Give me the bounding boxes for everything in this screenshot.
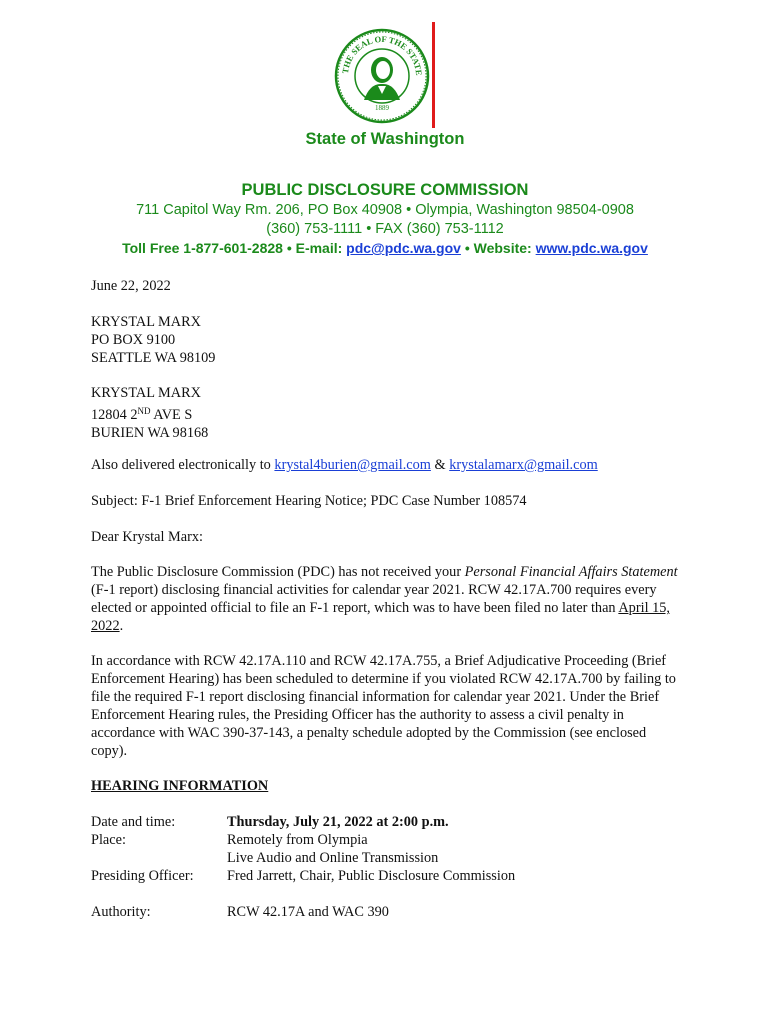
authority-label: Authority: bbox=[91, 904, 151, 920]
recipient-name: KRYSTAL MARX bbox=[91, 314, 201, 330]
pdc-email-link[interactable]: pdc@pdc.wa.gov bbox=[346, 240, 461, 256]
recipient-city: BURIEN WA 98168 bbox=[91, 425, 209, 441]
officer-label: Presiding Officer: bbox=[91, 868, 194, 884]
subject-line: Subject: F-1 Brief Enforcement Hearing Notice; PDC Case Number 108574 bbox=[91, 493, 527, 509]
paragraph-2: In accordance with RCW 42.17A.110 and RCW 42.17A.755, a Brief Adjudicative Proceeding (Brief Enforcement Hearing) has been scheduled to determine if you violated RCW 42.17A.700 by failing to file the required F-1 report disclosing financial information for calendar year 2021. Under the Brief Enforcement Hearing rules, the Presiding Officer has the authority to assess a civil penalty in accordance with WAC 390-37-143, a penalty schedule adopted by the Commission (see enclosed copy). bbox=[91, 653, 676, 759]
salutation: Dear Krystal Marx: bbox=[91, 529, 203, 545]
due-date: April 15, 2022 bbox=[91, 600, 670, 634]
letter-date: June 22, 2022 bbox=[91, 278, 171, 294]
agency-title: PUBLIC DISCLOSURE COMMISSION bbox=[241, 181, 529, 199]
hearing-info-heading: HEARING INFORMATION bbox=[91, 778, 269, 794]
svg-text:THE SEAL OF THE STATE OF WASHI: THE SEAL OF THE STATE bbox=[340, 33, 425, 76]
paragraph-1: The Public Disclosure Commission (PDC) has not received your Personal Financial Affairs Statement (F-1 report) disclosing financial activities for calendar year 2021. RCW 42.17A.700 requires every elected or appointed official to file an F-1 report, which was to have been filed no later than April 15, 2022. bbox=[91, 564, 678, 634]
state-title: State of Washington bbox=[305, 130, 465, 148]
recipient-email-link-2[interactable]: krystalamarx@gmail.com bbox=[449, 457, 598, 473]
recipient-address-2 bbox=[91, 384, 691, 442]
recipient-address-1 bbox=[91, 313, 691, 367]
pdc-website-link[interactable]: www.pdc.wa.gov bbox=[535, 240, 648, 256]
officer-value: Fred Jarrett, Chair, Public Disclosure Commission bbox=[227, 868, 516, 884]
svg-text:1889: 1889 bbox=[375, 104, 389, 112]
date-label: Date and time: bbox=[91, 814, 176, 830]
date-value: Thursday, July 21, 2022 at 2:00 p.m. bbox=[227, 814, 449, 830]
recipient-city: SEATTLE WA 98109 bbox=[91, 350, 216, 366]
recipient-name: KRYSTAL MARX bbox=[91, 385, 201, 401]
recipient-street: 12804 2ND AVE S bbox=[91, 406, 193, 423]
recipient-email-link-1[interactable]: krystal4burien@gmail.com bbox=[274, 457, 431, 473]
website-label: • Website: bbox=[464, 240, 532, 256]
place-label: Place: bbox=[91, 832, 126, 848]
state-seal-logo bbox=[334, 28, 430, 124]
agency-phone: (360) 753-1111 • FAX (360) 753-1112 bbox=[266, 221, 504, 237]
agency-contact-line bbox=[0, 240, 770, 256]
place-value-2: Live Audio and Online Transmission bbox=[227, 850, 439, 866]
header-red-divider bbox=[432, 22, 435, 128]
agency-address: 711 Capitol Way Rm. 206, PO Box 40908 • Olympia, Washington 98504-0908 bbox=[136, 202, 634, 218]
recipient-street: PO BOX 9100 bbox=[91, 332, 176, 348]
place-value: Remotely from Olympia bbox=[227, 832, 368, 848]
authority-value: RCW 42.17A and WAC 390 bbox=[227, 904, 389, 920]
tollfree-label: Toll Free 1-877-601-2828 • E-mail: bbox=[122, 240, 343, 256]
delivery-note: Also delivered electronically to krystal4burien@gmail.com & krystalamarx@gmail.com bbox=[91, 457, 598, 473]
